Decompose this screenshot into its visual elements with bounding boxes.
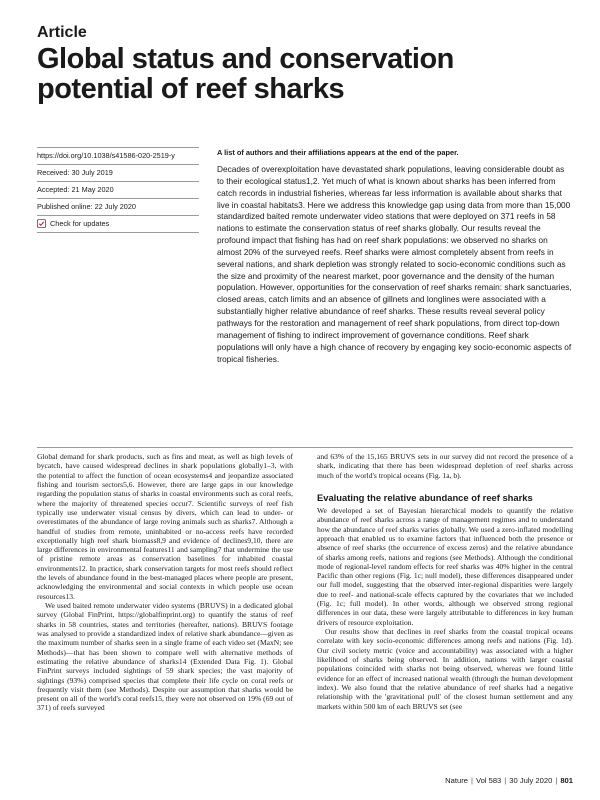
- article-type: Article: [37, 24, 87, 41]
- footer-journal: Nature: [445, 776, 468, 785]
- page-footer: [445, 776, 573, 785]
- published-date: Published online: 22 July 2020: [37, 199, 199, 216]
- footer-volume: Vol 583: [475, 776, 502, 785]
- body-paragraph: Global demand for shark products, such as fins and meat, as well as high levels of bycatch, have caused widespread declines in shark populations globally1–3, with the potential to affect the function of ocean ecosystems4 and jeopardize associated fishing and tourism sectors5,6. However, there are large gaps in our knowledge regarding the population status of sharks in coastal environments such as coral reefs, where the majority of threatened species occur7. Scientific surveys of reef fish typically use underwater visual census by divers, which can lead to under- or overestimates of the abundance of large roving animals such as sharks7. Although a handful of studies from remote, uninhabited or no-access reefs have recorded exceptionally high reef shark biomass8,9 and evidence of declines9,10, there are large differences in environmental features11 and sampling7 that undermine the use of pristine remote areas as conservation baselines for inhabited coastal environments12. In practice, shark conservation targets for most reefs should reflect the levels of abundance found in the best-managed places where people are present, acknowledging the environmental and social contexts in which people use ocean resources13.: [37, 452, 293, 601]
- body-column-left: [37, 452, 293, 713]
- received-date: Received: 30 July 2019: [37, 165, 199, 182]
- section-heading: Evaluating the relative abundance of reef sharks: [317, 491, 533, 503]
- accepted-date: Accepted: 21 May 2020: [37, 182, 199, 199]
- authors-note: A list of authors and their affiliations appears at the end of the paper.: [217, 148, 459, 157]
- doi-link[interactable]: https://doi.org/10.1038/s41586-020-2519-y: [37, 147, 199, 165]
- body-column-right: [317, 452, 573, 711]
- abstract: Decades of overexploitation have devastated shark populations, leaving considerable doubt as to their ecological status1,2. Yet much of what is known about sharks has been inferred from catch records in industrial fisheries, whereas far less information is available about sharks that live in coastal habitats3. Here we address this knowledge gap using data from more than 15,000 standardized baited remote underwater video stations that were deployed on 371 reefs in 58 nations to estimate the conservation status of reef sharks globally. Our results reveal the profound impact that fishing has had on reef shark populations: we observed no sharks on almost 20% of the surveyed reefs. Reef sharks were almost completely absent from reefs in several nations, and shark depletion was strongly related to socio-economic conditions such as the size and proximity of the nearest market, poor governance and the density of the human population. However, opportunities for the conservation of reef sharks remain: shark sanctuaries, closed areas, catch limits and an absence of gillnets and longlines were associated with a substantially higher relative abundance of reef sharks. These results reveal several policy pathways for the restoration and management of reef shark populations, from direct top-down management of fishing to indirect improvement of governance conditions. Reef shark populations will only have a high chance of recovery by engaging key socio-economic aspects of tropical fisheries.: [217, 164, 572, 364]
- check-updates-label: Check for updates: [50, 219, 110, 228]
- body-paragraph: We developed a set of Bayesian hierarchical models to quantify the relative abundance of reef sharks across a range of management regimes and to understand how the abundance of reef sharks varies globally. We used a zero-inflated modelling approach that enabled us to examine factors that influenced both the presence or absence of reef sharks (the occurrence of excess zeros) and the relative abundance of sharks among reefs, nations and regions (see Methods). Although the conditional mode of regional-level random effects for reef sharks was 40% higher in the central Pacific than other regions (Fig. 1c; null model), these differences disappeared under our full model, suggesting that the observed inter-regional disparities were largely due to reef- and national-scale effects captured by the covariates that we included (Fig. 1c; full model). In other words, although we observed strong regional differences in our data, these were largely attributable to differences in key human drivers of resource exploitation.: [317, 505, 573, 627]
- article-title: Global status and conservation potential of reef sharks: [37, 43, 454, 105]
- check-for-updates-button[interactable]: [37, 216, 199, 233]
- body-paragraph: We used baited remote underwater video systems (BRUVS) in a dedicated global survey (Global FinPrint, https://globalfinprint.org) to quantify the status of reef sharks in 58 countries, states and territories (hereafter, nations). BRUVS footage was analysed to provide a standardized index of relative shark abundance—given as the maximum number of sharks seen in a single frame of each video set (MaxN; see Methods)—that has been shown to compare well with alternative methods of estimating the relative abundance of sharks14 (Extended Data Fig. 1). Global FinPrint surveys included sightings of 59 shark species; the vast majority of sightings (93%) comprised species that complete their life cycle on coral reefs or frequently visit them (see Methods). Despite our assumption that sharks would be present on all of the world's coral reefs15, they were not observed on 19% (69 out of 371) of reefs surveyed: [37, 601, 293, 713]
- footer-separator: |: [470, 776, 473, 785]
- footer-page-number: 801: [560, 776, 573, 785]
- footer-separator: |: [504, 776, 507, 785]
- body-paragraph: and 63% of the 15,165 BRUVS sets in our survey did not record the presence of a shark, indicating that there has been widespread depletion of reef sharks across much of the world's tropical oceans (Fig. 1a, b).: [317, 452, 573, 480]
- section-divider: [37, 447, 573, 448]
- footer-date: 30 July 2020: [509, 776, 553, 785]
- footer-separator: |: [555, 776, 558, 785]
- article-meta: [37, 147, 199, 233]
- check-updates-icon: [37, 219, 46, 228]
- body-paragraph: Our results show that declines in reef sharks from the coastal tropical oceans correlate with key socio-economic differences among reefs and nations (Fig. 1d). Our civil society metric (voice and accountability) was associated with a higher likelihood of sharks being observed. In addition, nations with larger coastal populations coincided with sharks not being observed, whereas we found little evidence for an effect of increased national wealth (through the human development index). We also found that the relative abundance of reef sharks had a negative relationship with the 'gravitational pull' of the closest human settlement and any markets within 500 km of each BRUVS set (see: [317, 627, 573, 711]
